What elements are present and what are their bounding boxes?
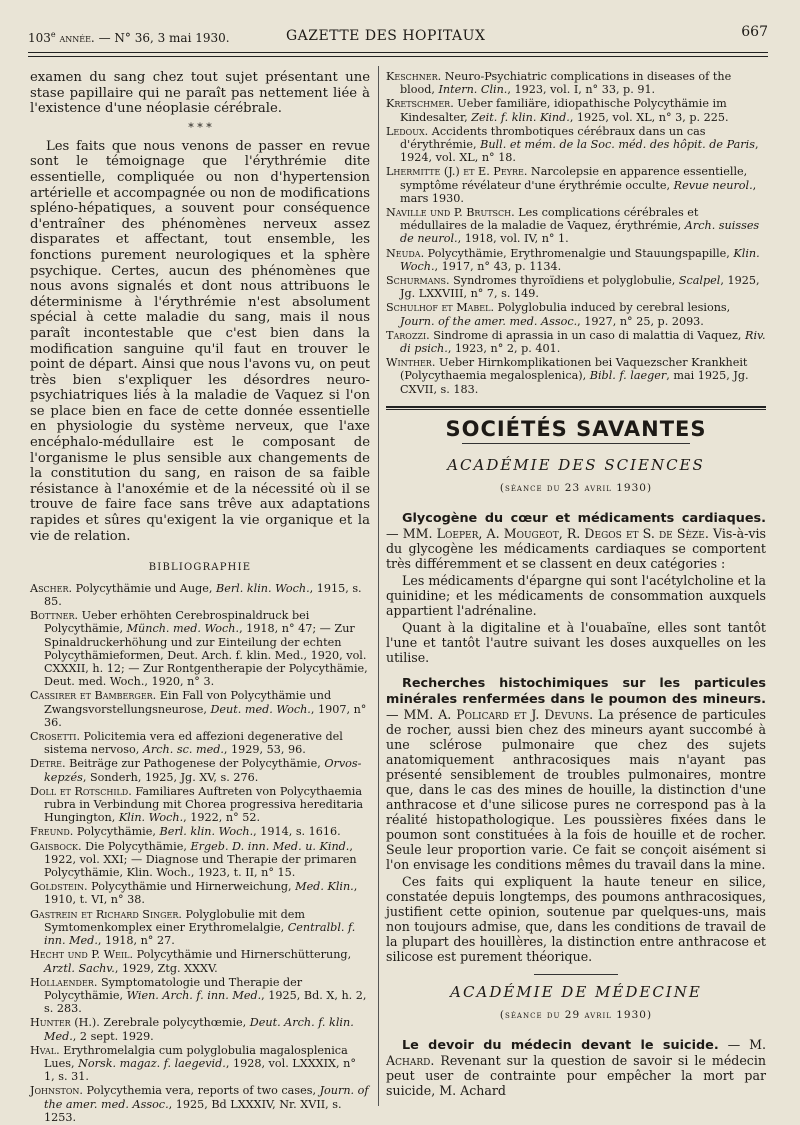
seance-date-2 bbox=[386, 1008, 766, 1023]
reference-t1: Polyglobulia induced by cerebral lesions, bbox=[494, 301, 731, 315]
seance-label-2: (séance du bbox=[499, 1008, 561, 1021]
bibliography-entry bbox=[386, 356, 766, 396]
issue-number: — N° 36, 3 mai 1930. bbox=[94, 31, 230, 45]
reference-t2: , 1924, vol. XL, n° 18. bbox=[400, 138, 759, 165]
reference-t1: Ueber Hirnkomplikationen bei Vaquezscher Krankheit (Polycythaemia megalosplenica), bbox=[400, 356, 748, 383]
reference-jr: Scalpel bbox=[678, 274, 721, 288]
bibliography-entry bbox=[386, 165, 766, 205]
reference-au: Johnston. bbox=[30, 1084, 83, 1098]
reference-jr: Revue neurol. bbox=[673, 178, 753, 192]
entry-authors-1: — MM. Loeper, A. Mougeot, R. Degos et S. de Sèze. bbox=[386, 525, 709, 541]
page-header bbox=[28, 26, 768, 48]
entry-authors-3: — M. Achard. bbox=[386, 1036, 767, 1068]
reference-jr: Arch. sc. med. bbox=[142, 743, 224, 757]
reference-jr: Journ. of the amer. med. Assoc. bbox=[44, 1084, 369, 1111]
entry-text-2a: La présence de particules de rocher, aussi bien chez des mineurs ayant succombé à une sclérose pulmonaire que chez des sujets anatomiquement anthracosiques mais n'ayant pas présenté sensiblement de troubles pulmonaires, montre que, dans le cas des mines de houille, la distinction d'une anthracose et d'une silicose pures ne correspond pas à la réalité histopathologique. Les poussières fixées dans le poumon sont constituées à la fois de houille et de rocher. Seule leur proportion varie. Ce fait se conçoit aisément si l'on envisage les conditions mêmes du travail dans la mine. bbox=[386, 706, 766, 872]
reference-jr: Centralbl. f. inn. Med. bbox=[44, 920, 356, 948]
reference-t1: Ueber erhöhten Cerebrospinaldruck bei Polycythämie, bbox=[44, 609, 310, 636]
reference-au: Cassirer et Bamberger. bbox=[30, 689, 157, 703]
academy-separator bbox=[534, 974, 618, 975]
bibliography-entry bbox=[30, 825, 370, 838]
reference-t2: , 1925, Bd LXXXIV, Nr. XVII, s. 1253. bbox=[44, 1097, 342, 1124]
bibliography-entry bbox=[30, 976, 370, 1016]
reference-t1: Ueber familiäre, idiopathische Polycythämie im Kindesalter, bbox=[400, 97, 727, 124]
academy-sciences-title: ACADÉMIE DES SCIENCES bbox=[447, 455, 705, 474]
journal-title: GAZETTE DES HOPITAUX bbox=[286, 28, 486, 44]
reference-jr: Bull. et mém. de la Soc. méd. des hôpit. de Paris bbox=[480, 138, 755, 152]
reference-t1: Familiares Auftreten von Polycythaemia rubra in Verbindung mit Chorea progressiva hereditaria Hungington, bbox=[44, 784, 364, 825]
reference-jr: Ergeb. D. inn. Med. u. Kind. bbox=[190, 839, 350, 853]
seance-label-1: (séance du bbox=[499, 481, 561, 494]
body-paragraph: Les faits que nous venons de passer en revue sont le témoignage que l'érythrémie dite essentielle, compliquée ou non d'hypertension artérielle et accompagnée ou non de modifications spléno-hépatiques, a souvent pour conséquence d'entraîner des phénomènes nerveux assez disparates et affectant, tout ensemble, les fonctions purement neurologiques et la sphère psychique. Certes, aucun des phénomènes que nous avons signalés et dont nous attribuons le déterminisme à l'érythrémie n'est absolument spécial à cette maladie du sang, mais il nous paraît incontestable que c'est bien dans la modification sanguine qu'il faut en trouver le point de départ. Ainsi que nous l'avons vu, on peut très bien s'expliquer les désordres neuro-psychiatriques liés à la maladie de Vaquez si l'on se place bien en face de cette donnée essentielle en physiologie du système nerveux, que l'axe encéphalo-médullaire est le composant de l'organisme le plus sensible aux changements de la constitution du sang, en raison de sa faible résistance à l'anoxémie et de la nécessité où il se trouve de faire face sans trêve aux adaptations rapides et sûres qu'exigent la vie organique et la vie de relation. bbox=[30, 138, 370, 544]
entry-text-1a: Vis-à-vis du glycogène les médicaments cardiaques se comportent très différemment et se classent en deux catégories : bbox=[386, 525, 767, 571]
annee-label: année. bbox=[59, 31, 95, 45]
entry-glycogene bbox=[386, 510, 766, 571]
bibliography-entry bbox=[30, 785, 370, 825]
reference-t2: , 1928, vol. LXXXIX, n° 1, s. 31. bbox=[44, 1056, 356, 1084]
reference-t1: Polycythämie und Hirnerschütterung, bbox=[133, 948, 352, 962]
entry-title-1: Glycogène du cœur et médicaments cardiaques. bbox=[402, 510, 766, 526]
reference-jr: Berl. klin. Woch. bbox=[215, 581, 310, 595]
entry-authors-2: — MM. A. Policard et J. Devuns. bbox=[386, 706, 594, 722]
reference-au: Hecht und P. Weil. bbox=[30, 948, 134, 962]
entry-title-2: Recherches histochimiques sur les particules minérales renfermées dans le poumon des mineurs. bbox=[386, 675, 766, 707]
bibliography-entry bbox=[30, 840, 370, 880]
reference-jr: Orvos-kepzés bbox=[44, 757, 362, 784]
reference-t1: Erythromelalgia cum polyglobulia magalosplenica Lues, bbox=[44, 1043, 348, 1070]
bibliography-entry bbox=[386, 97, 766, 123]
issue-info bbox=[28, 30, 230, 45]
header-rule bbox=[28, 52, 768, 53]
reference-t2: , 1907, n° 36. bbox=[44, 702, 367, 729]
reference-t1: Narcolepsie en apparence essentielle, symptôme révélateur d'une érythrémie occulte, bbox=[400, 165, 748, 192]
reference-t1: Les complications cérébrales et médullaires de la maladie de Vaquez, érythrémie, bbox=[400, 206, 699, 233]
reference-jr: Bibl. f. laeger bbox=[589, 369, 667, 383]
bibliography-entry bbox=[30, 1044, 370, 1084]
reference-au: Detre. bbox=[30, 757, 66, 771]
reference-t2: , 1917, n° 43, p. 1134. bbox=[434, 259, 562, 273]
reference-t2: , mars 1930. bbox=[400, 178, 757, 205]
reference-jr: Med. Klin. bbox=[295, 880, 354, 894]
reference-t2: , 2 sept. 1929. bbox=[72, 1029, 154, 1043]
reference-jr: Intern. Clin. bbox=[438, 83, 508, 97]
left-reference-list bbox=[30, 582, 370, 1124]
reference-t1: Policitemia vera ed affezioni degenerative del sistema nervoso, bbox=[44, 730, 343, 757]
reference-jr: Arch. suisses de neurol. bbox=[400, 219, 760, 246]
bibliography-entry bbox=[30, 582, 370, 608]
reference-t2: , 1923, vol. I, n° 33, p. 91. bbox=[507, 83, 656, 97]
reference-au: Gaisbock. bbox=[30, 839, 82, 853]
reference-t2: , 1918, n° 47; — Zur Spinaldruckerhöhung und zur Einteilung der echten Polycythämieformen, Deut. Arch. f. klin. Med., 1920, vol. CXXXII, h. 12; — Zur Rontgentherapie der Polycythämie, Deut. med. Woch., 1920, n° 3. bbox=[44, 622, 368, 689]
reference-t1: Polyglobulie mit dem Symtomenkomplex einer Erythromelalgie, bbox=[44, 907, 306, 934]
entry-text-3a: Revenant sur la question de savoir si le médecin peut user de contrainte pour empêcher la mort par suicide, M. Achard bbox=[386, 1052, 766, 1098]
reference-jr: Arztl. Sachv. bbox=[44, 961, 115, 975]
reference-t2: , mai 1925, Jg. CXVII, s. 183. bbox=[400, 369, 749, 396]
reference-au: Keschner. bbox=[386, 70, 442, 83]
bibliography-entry bbox=[386, 301, 766, 327]
left-column bbox=[30, 70, 370, 1125]
bibliography-entry bbox=[30, 880, 370, 906]
reference-t2: , 1918, n° 27. bbox=[97, 934, 175, 948]
bibliography-entry bbox=[30, 1016, 370, 1042]
bibliography-entry bbox=[386, 206, 766, 246]
reference-au: Gastrein et Richard Singer. bbox=[30, 907, 182, 921]
bibliography-entry bbox=[386, 329, 766, 355]
reference-au: Crosetti. bbox=[30, 730, 80, 744]
entry-title-3: Le devoir du médecin devant le suicide. bbox=[402, 1037, 719, 1053]
bibliography-entry bbox=[30, 908, 370, 948]
reference-t2: , 1927, n° 25, p. 2093. bbox=[577, 314, 704, 328]
reference-jr: Wien. Arch. f. inn. Med. bbox=[126, 988, 262, 1002]
reference-jr: Berl. klin. Woch. bbox=[159, 825, 254, 839]
bibliography-title: BIBLIOGRAPHIE bbox=[148, 562, 252, 574]
reference-jr: Journ. of the amer. med. Assoc. bbox=[400, 314, 578, 328]
reference-au: Ascher. bbox=[30, 581, 73, 595]
bibliography-entry bbox=[386, 70, 766, 96]
entry-text-1c: Quant à la digitaline et à l'ouabaïne, elles sont tantôt l'une et tantôt l'autre suivant les doses auxquelles on les utilise. bbox=[386, 619, 766, 665]
reference-t1: Polycythämie, Erythromenalgie und Stauungspapille, bbox=[424, 246, 734, 260]
reference-t2: , Sonderh, 1925, Jg. XV, s. 276. bbox=[82, 770, 259, 784]
intro-paragraph: examen du sang chez tout sujet présentant une stase papillaire qui ne paraît pas nettement liée à l'existence d'une néoplasie cérébrale. bbox=[30, 70, 370, 117]
reference-t1: Neuro-Psychiatric complications in diseases of the blood, bbox=[400, 70, 732, 97]
entry-text-1b: Les médicaments d'épargne qui sont l'acétylcholine et la quinidine; et les médicaments de consommation auxquels appartient l'adrénaline. bbox=[386, 572, 766, 618]
reference-jr: Norsk. magaz. f. laegevid. bbox=[78, 1056, 226, 1070]
reference-t2: , 1922, n° 52. bbox=[183, 811, 261, 825]
seance-date-1 bbox=[386, 481, 766, 496]
reference-t1: Polycythämie und Auge, bbox=[72, 581, 216, 595]
right-column bbox=[386, 70, 766, 1100]
header-rule-2 bbox=[28, 56, 768, 57]
reference-t1: Zerebrale polycythœmie, bbox=[99, 1016, 250, 1030]
reference-t1: Beiträge zur Pathogenese der Polycythämie, bbox=[65, 757, 325, 771]
reference-t1: Polycythämie, bbox=[73, 825, 160, 839]
reference-au: Goldstein. bbox=[30, 880, 88, 894]
reference-t2: , 1923, n° 2, p. 401. bbox=[447, 342, 561, 356]
seance-day-2: 29 avril 1930) bbox=[560, 1008, 653, 1021]
bibliography-entry bbox=[386, 247, 766, 273]
reference-au: Kretschmer. bbox=[386, 97, 454, 111]
bibliography-entry bbox=[30, 948, 370, 974]
reference-au: Bottner. bbox=[30, 609, 79, 623]
reference-jr: Klin. Woch. bbox=[400, 246, 760, 273]
reference-au: Schulhof et Mabel. bbox=[386, 301, 495, 315]
reference-t2: , 1929, Ztg. XXXV. bbox=[114, 961, 218, 975]
section-rule bbox=[462, 443, 690, 444]
reference-au: Hunter (H.). bbox=[30, 1016, 100, 1030]
bibliography-entry bbox=[386, 125, 766, 165]
reference-t1: Ein Fall von Polycythämie und Zwangsvorstellungsneurose, bbox=[44, 689, 332, 716]
reference-t2: , 1915, s. 85. bbox=[44, 581, 362, 609]
seance-day-1: 23 avril 1930) bbox=[560, 481, 653, 494]
reference-jr: Riv. di psich. bbox=[400, 328, 766, 356]
reference-au: Lhermitte (J.) et E. Peyre. bbox=[386, 165, 528, 179]
reference-au: Neuda. bbox=[386, 246, 425, 260]
bibliography-entry bbox=[30, 1084, 370, 1124]
right-reference-list bbox=[386, 70, 766, 396]
reference-jr: Zeit. f. klin. Kind. bbox=[471, 110, 570, 124]
bibliography-entry bbox=[386, 274, 766, 300]
column-divider bbox=[378, 66, 379, 1106]
entry-histochimiques bbox=[386, 675, 766, 872]
reference-t1: Sindrome di aprassia in un caso di malattia di Vaquez, bbox=[429, 328, 746, 342]
bibliography-entry bbox=[30, 609, 370, 688]
reference-t1: Accidents thrombotiques cérébraux dans un cas d'érythrémie, bbox=[400, 124, 706, 152]
reference-au: Schurmans. bbox=[386, 274, 450, 288]
reference-t1: Symptomatologie und Therapie der Polycythämie, bbox=[44, 975, 303, 1002]
reference-jr: Münch. med. Woch. bbox=[126, 622, 240, 636]
reference-au: Ledoux. bbox=[386, 124, 429, 138]
entry-text-2b: Ces faits qui expliquent la haute teneur en silice, constatée depuis longtemps, des poumons anthracosiques, justifient cette opinion, soutenue par quelques-uns, mais non toujours admise, que, dans les conditions de travail de la plupart des houillères, la distinction entre anthracose et silicose est purement théorique. bbox=[386, 873, 766, 964]
entry-suicide bbox=[386, 1037, 766, 1098]
reference-t1: Die Polycythämie, bbox=[81, 839, 191, 853]
reference-t1: Syndromes thyroïdiens et polyglobulie, bbox=[449, 274, 679, 288]
reference-t2: , 1925, vol. XL, n° 3, p. 225. bbox=[569, 110, 729, 124]
reference-t2: , 1918, vol. IV, n° 1. bbox=[457, 232, 569, 246]
reference-au: Winther. bbox=[386, 356, 436, 370]
reference-au: Hollaender. bbox=[30, 975, 98, 989]
reference-au: Freund. bbox=[30, 825, 74, 839]
reference-jr: Deut. med. Woch. bbox=[210, 702, 311, 716]
reference-t1: Polycythämie und Hirnerweichung, bbox=[87, 880, 296, 894]
reference-t2: , 1925, Jg. LXXVIII, n° 7, s. 149. bbox=[400, 274, 760, 301]
section-stars: * * * bbox=[188, 120, 212, 134]
reference-t2: , 1922, vol. XXI; — Diagnose und Therapie der primaren Polycythämie, Klin. Woch., 1923, t. II, n° 15. bbox=[44, 839, 357, 880]
reference-au: Doll et Rotschild. bbox=[30, 784, 132, 798]
reference-jr: Deut. Arch. f. klin. Med. bbox=[44, 1016, 354, 1043]
reference-t1: Polycythemia vera, reports of two cases, bbox=[82, 1084, 320, 1098]
bibliography-entry bbox=[30, 757, 370, 783]
reference-au: Hval. bbox=[30, 1043, 60, 1057]
reference-t2: , 1910, t. VI, n° 38. bbox=[44, 880, 358, 907]
reference-t2: , 1925, Bd. X, h. 2, s. 283. bbox=[44, 988, 367, 1016]
bibliography-entry bbox=[30, 730, 370, 756]
reference-au: Tarozzi. bbox=[386, 328, 430, 342]
year-number: 103 bbox=[28, 31, 51, 45]
reference-t2: , 1929, 53, 96. bbox=[223, 743, 306, 757]
section-title: SOCIÉTÉS SAVANTES bbox=[445, 416, 707, 441]
page-number: 667 bbox=[741, 24, 768, 40]
section-separator bbox=[386, 406, 766, 410]
bibliography-entry bbox=[30, 689, 370, 729]
academy-medecine-title: ACADÉMIE DE MÉDECINE bbox=[450, 982, 702, 1001]
reference-t2: , 1914, s. 1616. bbox=[253, 825, 341, 839]
year-suffix: e bbox=[50, 30, 56, 39]
reference-au: Naville und P. Brutsch. bbox=[386, 206, 515, 220]
reference-jr: Klin. Woch. bbox=[118, 811, 184, 825]
